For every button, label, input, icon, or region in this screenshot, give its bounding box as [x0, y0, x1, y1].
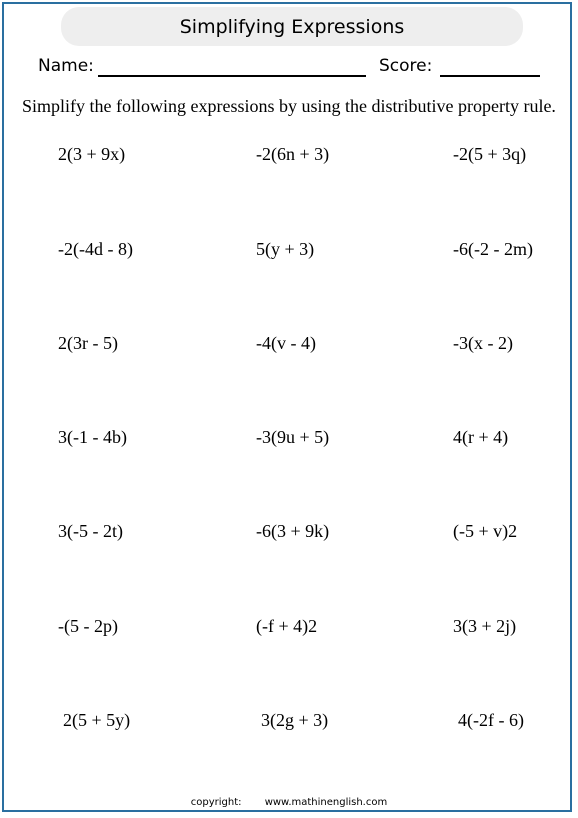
name-label: Name:: [38, 56, 94, 76]
score-blank-line: [440, 75, 540, 77]
problem-21: 4(-2f - 6): [458, 710, 524, 730]
problem-16: -(5 - 2p): [58, 616, 118, 636]
problem-5: 5(y + 3): [256, 239, 315, 259]
footer: [0, 797, 578, 808]
problem-18: 3(3 + 2j): [453, 616, 517, 636]
problem-4: -2(-4d - 8): [58, 239, 133, 259]
worksheet-title: Simplifying Expressions: [179, 15, 405, 38]
problem-15: (-5 + v)2: [453, 521, 518, 541]
worksheet-title-box: [61, 7, 523, 46]
problem-1: 2(3 + 9x): [58, 144, 126, 164]
name-blank-line: [98, 75, 366, 77]
problem-9: -3(x - 2): [453, 333, 513, 353]
problem-10: 3(-1 - 4b): [58, 427, 127, 447]
problem-3: -2(5 + 3q): [453, 144, 527, 164]
page-border: [2, 2, 572, 812]
problem-8: -4(v - 4): [256, 333, 316, 353]
problem-13: 3(-5 - 2t): [58, 521, 123, 541]
problem-7: 2(3r - 5): [58, 333, 118, 353]
copyright-label: copyright:: [190, 797, 242, 808]
problem-11: -3(9u + 5): [256, 427, 330, 447]
problem-12: 4(r + 4): [453, 427, 509, 447]
problem-14: -6(3 + 9k): [256, 521, 330, 541]
problem-17: (-f + 4)2: [256, 616, 318, 636]
score-label: Score:: [379, 56, 433, 76]
problem-2: -2(6n + 3): [256, 144, 330, 164]
problem-6: -6(-2 - 2m): [453, 239, 533, 259]
instructions: Simplify the following expressions by using the distributive property rule.: [22, 96, 556, 116]
problem-20: 3(2g + 3): [261, 710, 329, 730]
website-url: www.mathinenglish.com: [264, 797, 388, 808]
problem-19: 2(5 + 5y): [63, 710, 131, 730]
